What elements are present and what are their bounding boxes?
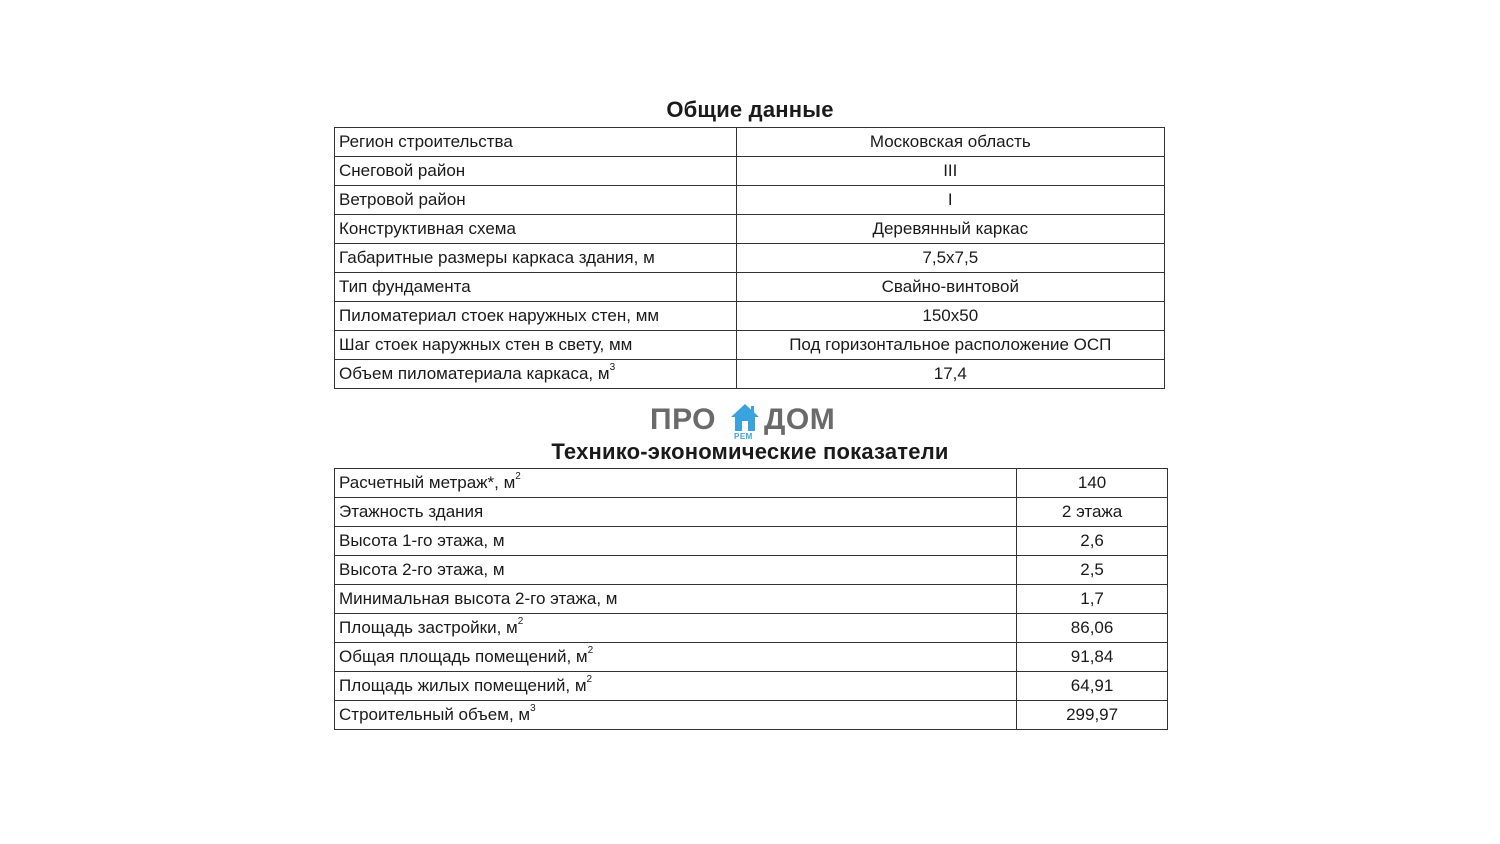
table-row	[335, 585, 1168, 614]
unit-superscript: 2	[515, 471, 521, 483]
row-label: Габаритные размеры каркаса здания, м	[335, 244, 737, 273]
row-label: Расчетный метраж*, $м^2$	[335, 469, 1017, 498]
row-value: 2,5	[1017, 556, 1168, 585]
row-label: Этажность здания	[335, 498, 1017, 527]
row-value: III	[736, 157, 1164, 186]
row-label: Ветровой район	[335, 186, 737, 215]
table-row	[335, 157, 1165, 186]
row-value: 17,4	[736, 360, 1164, 389]
row-value: 140	[1017, 469, 1168, 498]
row-label: Минимальная высота 2-го этажа, м	[335, 585, 1017, 614]
unit-superscript: 2	[587, 645, 594, 657]
table-row	[335, 128, 1165, 157]
table-row	[335, 360, 1165, 389]
row-label: Объем пиломатериала каркаса, $м^3$	[335, 360, 737, 389]
row-value: Московская область	[736, 128, 1164, 157]
row-label: Высота 2-го этажа, м	[335, 556, 1017, 585]
row-value: 91,84	[1017, 643, 1168, 672]
row-label: Общая площадь помещений, $м^2$	[335, 643, 1017, 672]
row-value: Под горизонтальное расположение ОСП	[736, 331, 1164, 360]
table-row	[335, 331, 1165, 360]
row-value: I	[736, 186, 1164, 215]
table-row	[335, 469, 1168, 498]
table-row	[335, 498, 1168, 527]
row-label: Тип фундамента	[335, 273, 737, 302]
table-row	[335, 527, 1168, 556]
general-data-table	[334, 127, 1165, 389]
row-label: Площадь жилых помещений, $м^2$	[335, 672, 1017, 701]
unit-superscript: 3	[530, 703, 536, 715]
table-row	[335, 273, 1165, 302]
table-row	[335, 186, 1165, 215]
table-row	[335, 672, 1168, 701]
row-label: Шаг стоек наружных стен в свету, мм	[335, 331, 737, 360]
logo-word-pro: ПРО	[650, 403, 717, 436]
row-value: 299,97	[1017, 701, 1168, 730]
row-label: Пиломатериал стоек наружных стен, мм	[335, 302, 737, 331]
table-row	[335, 244, 1165, 273]
table-row	[335, 643, 1168, 672]
unit-superscript: 3	[609, 362, 616, 374]
logo-word-dom: ДОМ	[764, 403, 836, 436]
table-row	[335, 614, 1168, 643]
row-label: Площадь застройки, $м^2$	[335, 614, 1017, 643]
row-label: Снеговой район	[335, 157, 737, 186]
row-value: 1,7	[1017, 585, 1168, 614]
table-row	[335, 302, 1165, 331]
row-value: Деревянный каркас	[736, 215, 1164, 244]
general-data-title: Общие данные	[666, 97, 834, 122]
unit-superscript: 2	[586, 674, 593, 686]
row-value: 2 этажа	[1017, 498, 1168, 527]
row-value: 7,5х7,5	[736, 244, 1164, 273]
row-value: 2,6	[1017, 527, 1168, 556]
row-label: Высота 1-го этажа, м	[335, 527, 1017, 556]
row-label: Конструктивная схема	[335, 215, 737, 244]
table-row	[335, 701, 1168, 730]
unit-superscript: 2	[517, 616, 524, 628]
logo-subtext: РЕМ	[734, 432, 753, 441]
row-label: Регион строительства	[335, 128, 737, 157]
row-value: 64,91	[1017, 672, 1168, 701]
logo	[650, 401, 850, 441]
table-row	[335, 215, 1165, 244]
row-value: 150х50	[736, 302, 1164, 331]
tech-indicators-title: Технико-экономические показатели	[551, 439, 949, 464]
row-value: Свайно-винтовой	[736, 273, 1164, 302]
row-label: Строительный объем, $м^3$	[335, 701, 1017, 730]
tech-indicators-table	[334, 468, 1168, 730]
row-value: 86,06	[1017, 614, 1168, 643]
table-row	[335, 556, 1168, 585]
